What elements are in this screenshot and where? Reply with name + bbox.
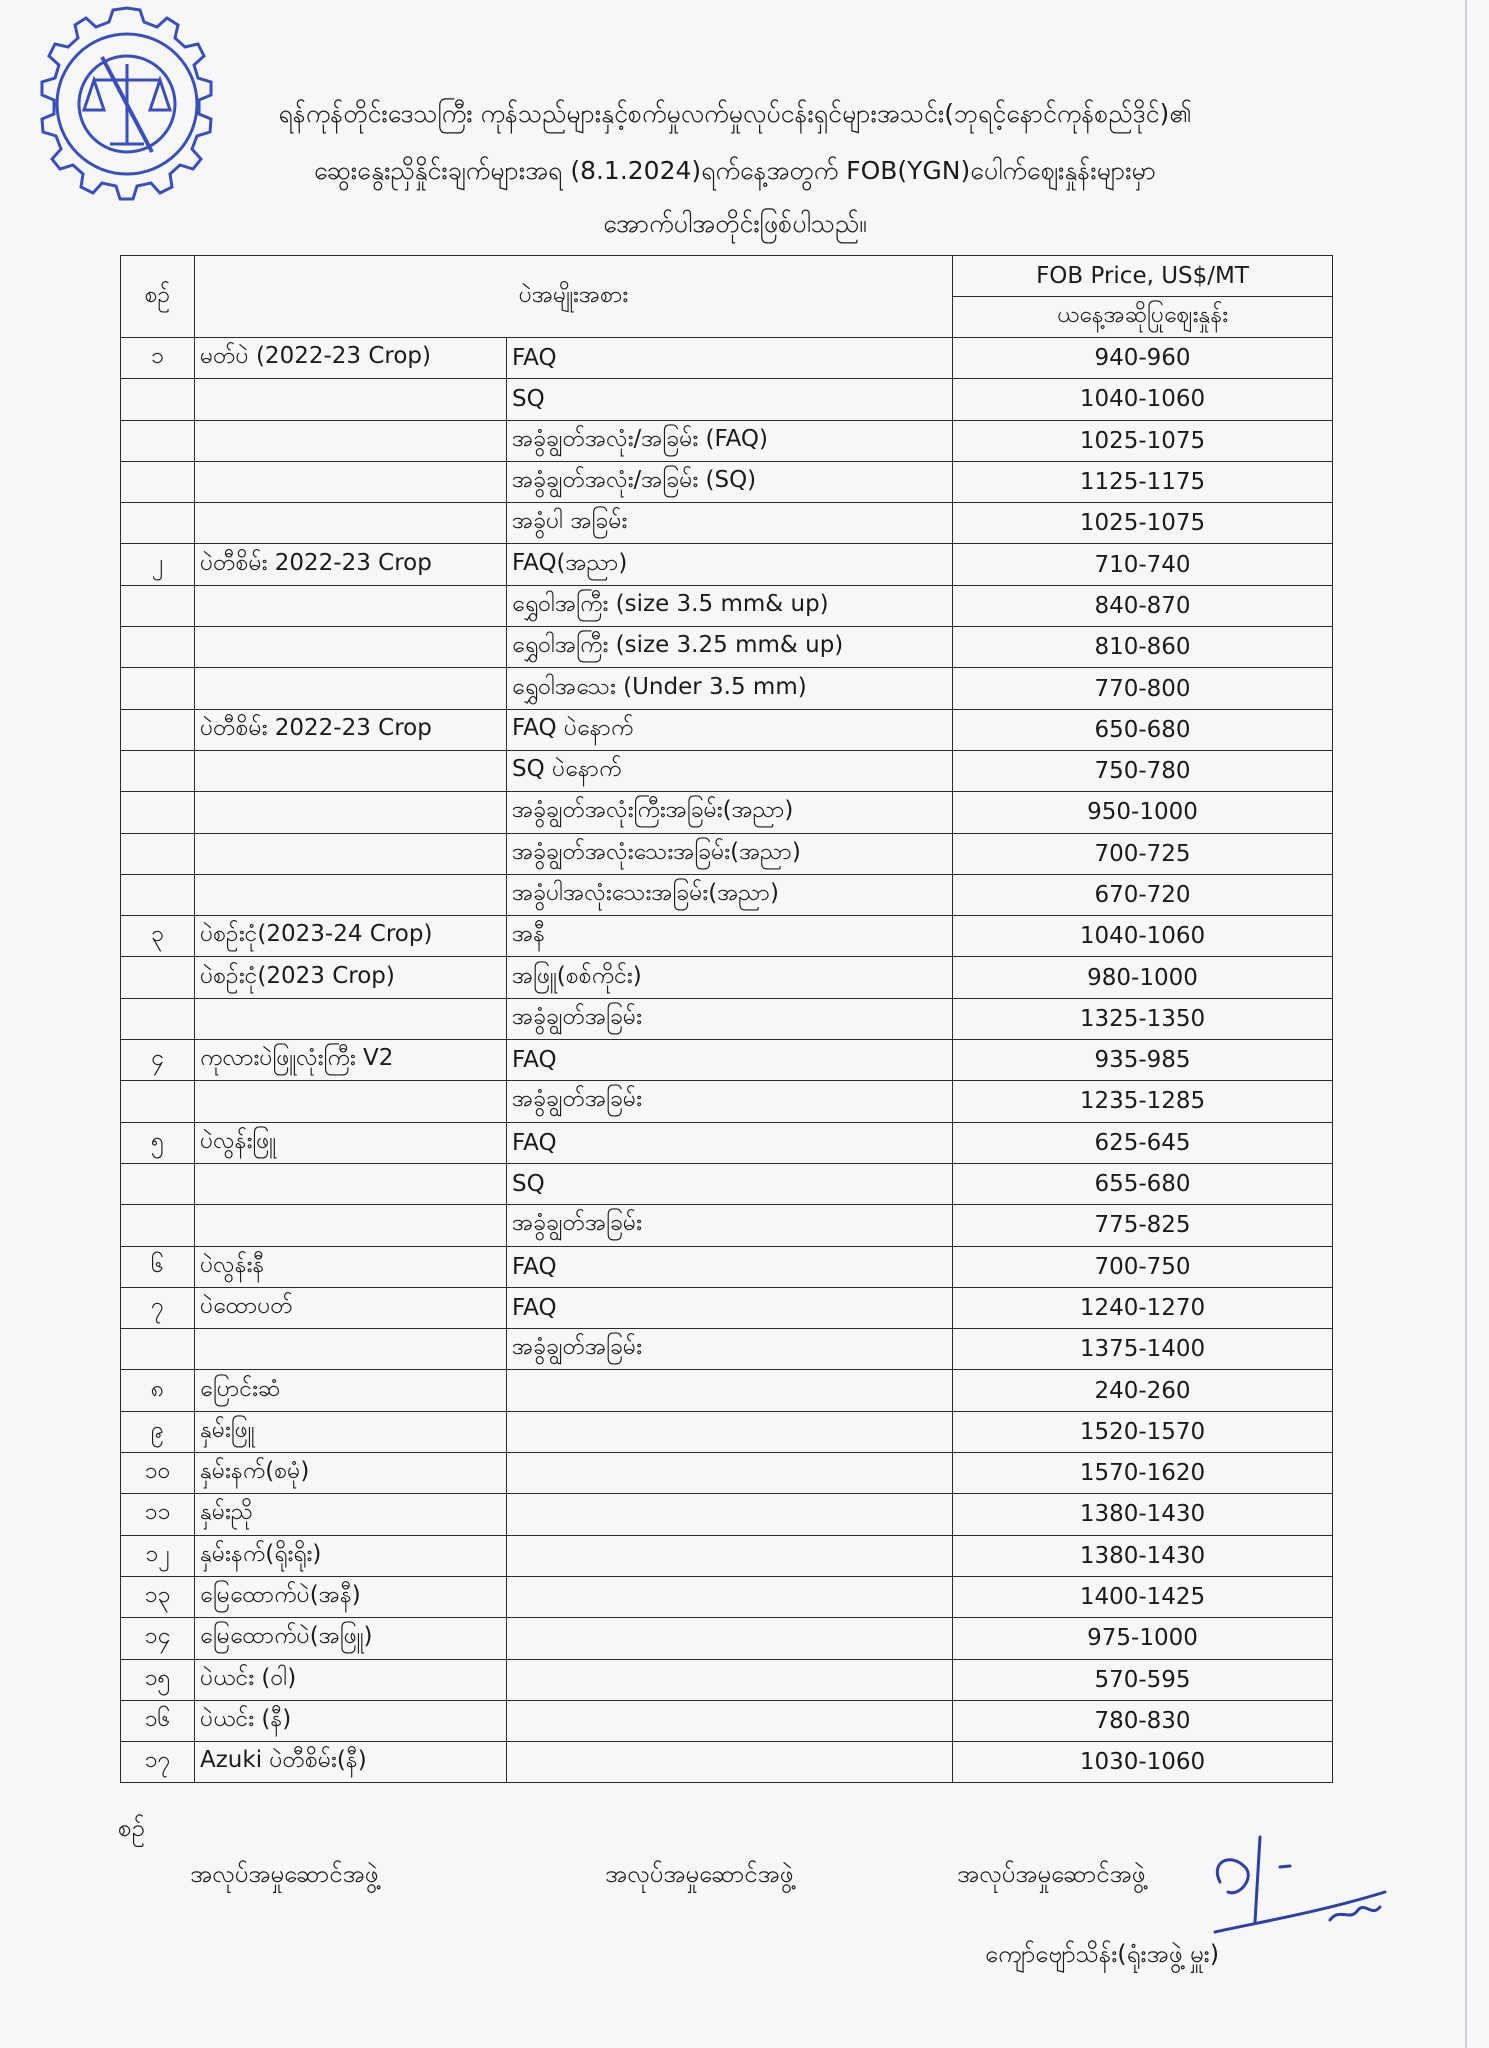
row-item <box>195 998 507 1039</box>
row-number <box>121 833 195 874</box>
row-item <box>195 1163 507 1204</box>
row-number <box>121 957 195 998</box>
row-number <box>121 1081 195 1122</box>
row-grade: အခွံချွတ်အခြမ်း <box>507 1329 953 1370</box>
row-number: ၁၂ <box>121 1535 195 1576</box>
row-price: 1025-1075 <box>953 420 1333 461</box>
signatory-2: အလုပ်အမှုဆောင်အဖွဲ့ <box>605 1860 794 1888</box>
row-number: ၄ <box>121 1040 195 1081</box>
row-number <box>121 668 195 709</box>
row-price: 1240-1270 <box>953 1287 1333 1328</box>
row-item: နှမ်းနက်(စမုံ) <box>195 1453 507 1494</box>
table-row <box>121 1535 1333 1576</box>
row-number: ၈ <box>121 1370 195 1411</box>
row-price: 1025-1075 <box>953 503 1333 544</box>
price-table-body <box>121 256 1333 1783</box>
row-price: 1400-1425 <box>953 1576 1333 1617</box>
table-row <box>121 503 1333 544</box>
row-item <box>195 874 507 915</box>
row-number <box>121 627 195 668</box>
row-grade: ရွှေဝါအကြီး (size 3.25 mm& up) <box>507 627 953 668</box>
row-item: ပဲယင်း (ဝါ) <box>195 1659 507 1700</box>
table-row <box>121 833 1333 874</box>
table-row <box>121 1453 1333 1494</box>
row-item <box>195 750 507 791</box>
row-number <box>121 874 195 915</box>
handwritten-signature-icon <box>1200 1822 1400 1962</box>
row-price: 1325-1350 <box>953 998 1333 1039</box>
row-price: 780-830 <box>953 1700 1333 1741</box>
row-number <box>121 1163 195 1204</box>
column-header-item: ပဲအမျိုးအစား <box>195 256 953 338</box>
column-header-no: စဉ် <box>121 256 195 338</box>
row-number: ၂ <box>121 544 195 585</box>
table-row <box>121 1246 1333 1287</box>
row-item <box>195 420 507 461</box>
row-grade: FAQ <box>507 1246 953 1287</box>
page-edge <box>1465 0 1467 2048</box>
table-row <box>121 420 1333 461</box>
column-header-price-sub: ယနေ့အဆိုပြုဈေးနှုန်း <box>953 297 1333 338</box>
row-price: 1520-1570 <box>953 1411 1333 1452</box>
price-table <box>120 255 1333 1783</box>
column-header-price: FOB Price, US$/MT <box>953 256 1333 297</box>
table-row <box>121 709 1333 750</box>
table-row <box>121 338 1333 379</box>
row-number: ၃ <box>121 916 195 957</box>
row-price: 240-260 <box>953 1370 1333 1411</box>
row-number <box>121 1329 195 1370</box>
row-grade: အဖြူ(စစ်ကိုင်း) <box>507 957 953 998</box>
row-item: မြေထောက်ပဲ(အဖြူ) <box>195 1618 507 1659</box>
row-grade: အခွံချွတ်အလုံး/အခြမ်း (FAQ) <box>507 420 953 461</box>
row-grade <box>507 1411 953 1452</box>
row-grade: အခွံချွတ်အခြမ်း <box>507 1205 953 1246</box>
row-item: ပဲတီစိမ်း 2022-23 Crop <box>195 709 507 750</box>
header-line-2: ဆွေးနွေးညှိနှိုင်းချက်များအရ (8.1.2024)ရက်နေ့အတွက် FOB(YGN)ပေါက်ဈေးနှုန်းများမှာ <box>313 156 1157 185</box>
row-item: မြေထောက်ပဲ(အနီ) <box>195 1576 507 1617</box>
table-row <box>121 1163 1333 1204</box>
row-price: 1030-1060 <box>953 1742 1333 1783</box>
row-number: ၁၁ <box>121 1494 195 1535</box>
row-grade <box>507 1576 953 1617</box>
row-grade <box>507 1700 953 1741</box>
row-number: ၆ <box>121 1246 195 1287</box>
table-row <box>121 1122 1333 1163</box>
table-row <box>121 627 1333 668</box>
row-price: 710-740 <box>953 544 1333 585</box>
row-item: နှမ်းဖြူ <box>195 1411 507 1452</box>
table-row <box>121 1411 1333 1452</box>
row-item: နှမ်းညို <box>195 1494 507 1535</box>
office-head-name: ကျော်ဗျော်သိန်း(ရုံးအဖွဲ့ မှူး) <box>985 1940 1220 1968</box>
row-grade: ရွှေဝါအသေး (Under 3.5 mm) <box>507 668 953 709</box>
row-price: 980-1000 <box>953 957 1333 998</box>
row-grade <box>507 1494 953 1535</box>
table-row <box>121 792 1333 833</box>
row-number: ၇ <box>121 1287 195 1328</box>
row-price: 700-750 <box>953 1246 1333 1287</box>
header-line-3: အောက်ပါအတိုင်းဖြစ်ပါသည်။ <box>603 209 867 238</box>
table-row <box>121 1370 1333 1411</box>
row-number: ၉ <box>121 1411 195 1452</box>
table-row <box>121 1329 1333 1370</box>
row-number <box>121 461 195 502</box>
row-grade: ရွှေဝါအကြီး (size 3.5 mm& up) <box>507 585 953 626</box>
row-number <box>121 585 195 626</box>
row-number <box>121 709 195 750</box>
footer-no-label: စဉ် <box>118 1814 145 1842</box>
row-grade <box>507 1618 953 1659</box>
table-row <box>121 668 1333 709</box>
row-number <box>121 998 195 1039</box>
row-price: 1235-1285 <box>953 1081 1333 1122</box>
table-row <box>121 1742 1333 1783</box>
row-number <box>121 1205 195 1246</box>
row-number <box>121 503 195 544</box>
table-row <box>121 1576 1333 1617</box>
row-price: 670-720 <box>953 874 1333 915</box>
row-item: ပဲစဉ်းငုံ(2023 Crop) <box>195 957 507 998</box>
table-row <box>121 461 1333 502</box>
row-grade: SQ <box>507 1163 953 1204</box>
table-row <box>121 1494 1333 1535</box>
row-item <box>195 1329 507 1370</box>
table-row <box>121 379 1333 420</box>
row-price: 770-800 <box>953 668 1333 709</box>
row-item: ပဲတီစိမ်း 2022-23 Crop <box>195 544 507 585</box>
row-price: 1040-1060 <box>953 379 1333 420</box>
row-item: ပဲထောပတ် <box>195 1287 507 1328</box>
row-price: 1375-1400 <box>953 1329 1333 1370</box>
row-price: 650-680 <box>953 709 1333 750</box>
table-row <box>121 874 1333 915</box>
row-grade: SQ <box>507 379 953 420</box>
row-price: 1380-1430 <box>953 1535 1333 1576</box>
signatory-3: အလုပ်အမှုဆောင်အဖွဲ့ <box>957 1860 1146 1888</box>
row-price: 935-985 <box>953 1040 1333 1081</box>
header-line-1: ရန်ကုန်တိုင်းဒေသကြီး ကုန်သည်များနှင့်စက်မှုလက်မှုလုပ်ငန်းရှင်များအသင်း(ဘုရင့်နောင်ကုန်စည်ဒိုင်)၏ <box>278 99 1192 128</box>
table-row <box>121 544 1333 585</box>
row-price: 775-825 <box>953 1205 1333 1246</box>
table-row <box>121 1659 1333 1700</box>
row-item <box>195 379 507 420</box>
row-item: ပဲလွန်းဖြူ <box>195 1122 507 1163</box>
row-number <box>121 379 195 420</box>
row-item: ပြောင်းဆံ <box>195 1370 507 1411</box>
row-number <box>121 420 195 461</box>
row-grade: FAQ <box>507 1122 953 1163</box>
row-price: 840-870 <box>953 585 1333 626</box>
row-item <box>195 461 507 502</box>
row-price: 750-780 <box>953 750 1333 791</box>
table-row <box>121 1081 1333 1122</box>
row-price: 810-860 <box>953 627 1333 668</box>
row-grade <box>507 1370 953 1411</box>
table-row <box>121 585 1333 626</box>
row-grade: FAQ <box>507 1040 953 1081</box>
row-number: ၁၄ <box>121 1618 195 1659</box>
row-price: 1125-1175 <box>953 461 1333 502</box>
row-item: ပဲလွန်းနီ <box>195 1246 507 1287</box>
row-item <box>195 585 507 626</box>
row-grade: အခွံချွတ်အခြမ်း <box>507 998 953 1039</box>
row-grade: အခွံပါ အခြမ်း <box>507 503 953 544</box>
table-row <box>121 957 1333 998</box>
row-item <box>195 503 507 544</box>
row-price: 655-680 <box>953 1163 1333 1204</box>
signatory-1: အလုပ်အမှုဆောင်အဖွဲ့ <box>190 1860 379 1888</box>
table-row <box>121 1618 1333 1659</box>
row-grade: FAQ(အညာ) <box>507 544 953 585</box>
row-grade <box>507 1453 953 1494</box>
row-grade: အခွံချွတ်အလုံး/အခြမ်း (SQ) <box>507 461 953 502</box>
row-grade: အခွံချွတ်အလုံးသေးအခြမ်း(အညာ) <box>507 833 953 874</box>
row-price: 625-645 <box>953 1122 1333 1163</box>
row-item <box>195 833 507 874</box>
table-row <box>121 998 1333 1039</box>
row-grade: SQ ပဲနောက် <box>507 750 953 791</box>
row-item <box>195 627 507 668</box>
row-number: ၁၀ <box>121 1453 195 1494</box>
row-grade: FAQ <box>507 338 953 379</box>
row-price: 940-960 <box>953 338 1333 379</box>
row-item <box>195 668 507 709</box>
row-grade: အခွံချွတ်အလုံးကြီးအခြမ်း(အညာ) <box>507 792 953 833</box>
row-number: ၁၅ <box>121 1659 195 1700</box>
row-price: 950-1000 <box>953 792 1333 833</box>
row-grade <box>507 1659 953 1700</box>
row-item: ပဲစဉ်းငုံ(2023-24 Crop) <box>195 916 507 957</box>
row-price: 700-725 <box>953 833 1333 874</box>
row-number: ၁၇ <box>121 1742 195 1783</box>
row-grade <box>507 1742 953 1783</box>
row-number: ၁၃ <box>121 1576 195 1617</box>
row-item <box>195 792 507 833</box>
row-grade: အခွံချွတ်အခြမ်း <box>507 1081 953 1122</box>
row-number: ၅ <box>121 1122 195 1163</box>
row-item: Azuki ပဲတီစိမ်း(နီ) <box>195 1742 507 1783</box>
row-number: ၁ <box>121 338 195 379</box>
row-item: မတ်ပဲ (2022-23 Crop) <box>195 338 507 379</box>
row-grade <box>507 1535 953 1576</box>
row-item <box>195 1205 507 1246</box>
row-grade: FAQ ပဲနောက် <box>507 709 953 750</box>
table-row <box>121 1040 1333 1081</box>
row-price: 1380-1430 <box>953 1494 1333 1535</box>
table-row <box>121 750 1333 791</box>
row-price: 975-1000 <box>953 1618 1333 1659</box>
row-grade: FAQ <box>507 1287 953 1328</box>
row-number: ၁၆ <box>121 1700 195 1741</box>
table-row <box>121 916 1333 957</box>
table-row <box>121 1205 1333 1246</box>
row-item: ပဲယင်း (နီ) <box>195 1700 507 1741</box>
table-row <box>121 1287 1333 1328</box>
row-item <box>195 1081 507 1122</box>
row-number <box>121 792 195 833</box>
row-number <box>121 750 195 791</box>
row-price: 570-595 <box>953 1659 1333 1700</box>
row-grade: အနီ <box>507 916 953 957</box>
row-item: နှမ်းနက်(ရိုးရိုး) <box>195 1535 507 1576</box>
row-price: 1570-1620 <box>953 1453 1333 1494</box>
row-price: 1040-1060 <box>953 916 1333 957</box>
row-item: ကုလားပဲဖြူလုံးကြီး V2 <box>195 1040 507 1081</box>
table-row <box>121 1700 1333 1741</box>
table-header-row <box>121 256 1333 297</box>
row-grade: အခွံပါအလုံးသေးအခြမ်း(အညာ) <box>507 874 953 915</box>
